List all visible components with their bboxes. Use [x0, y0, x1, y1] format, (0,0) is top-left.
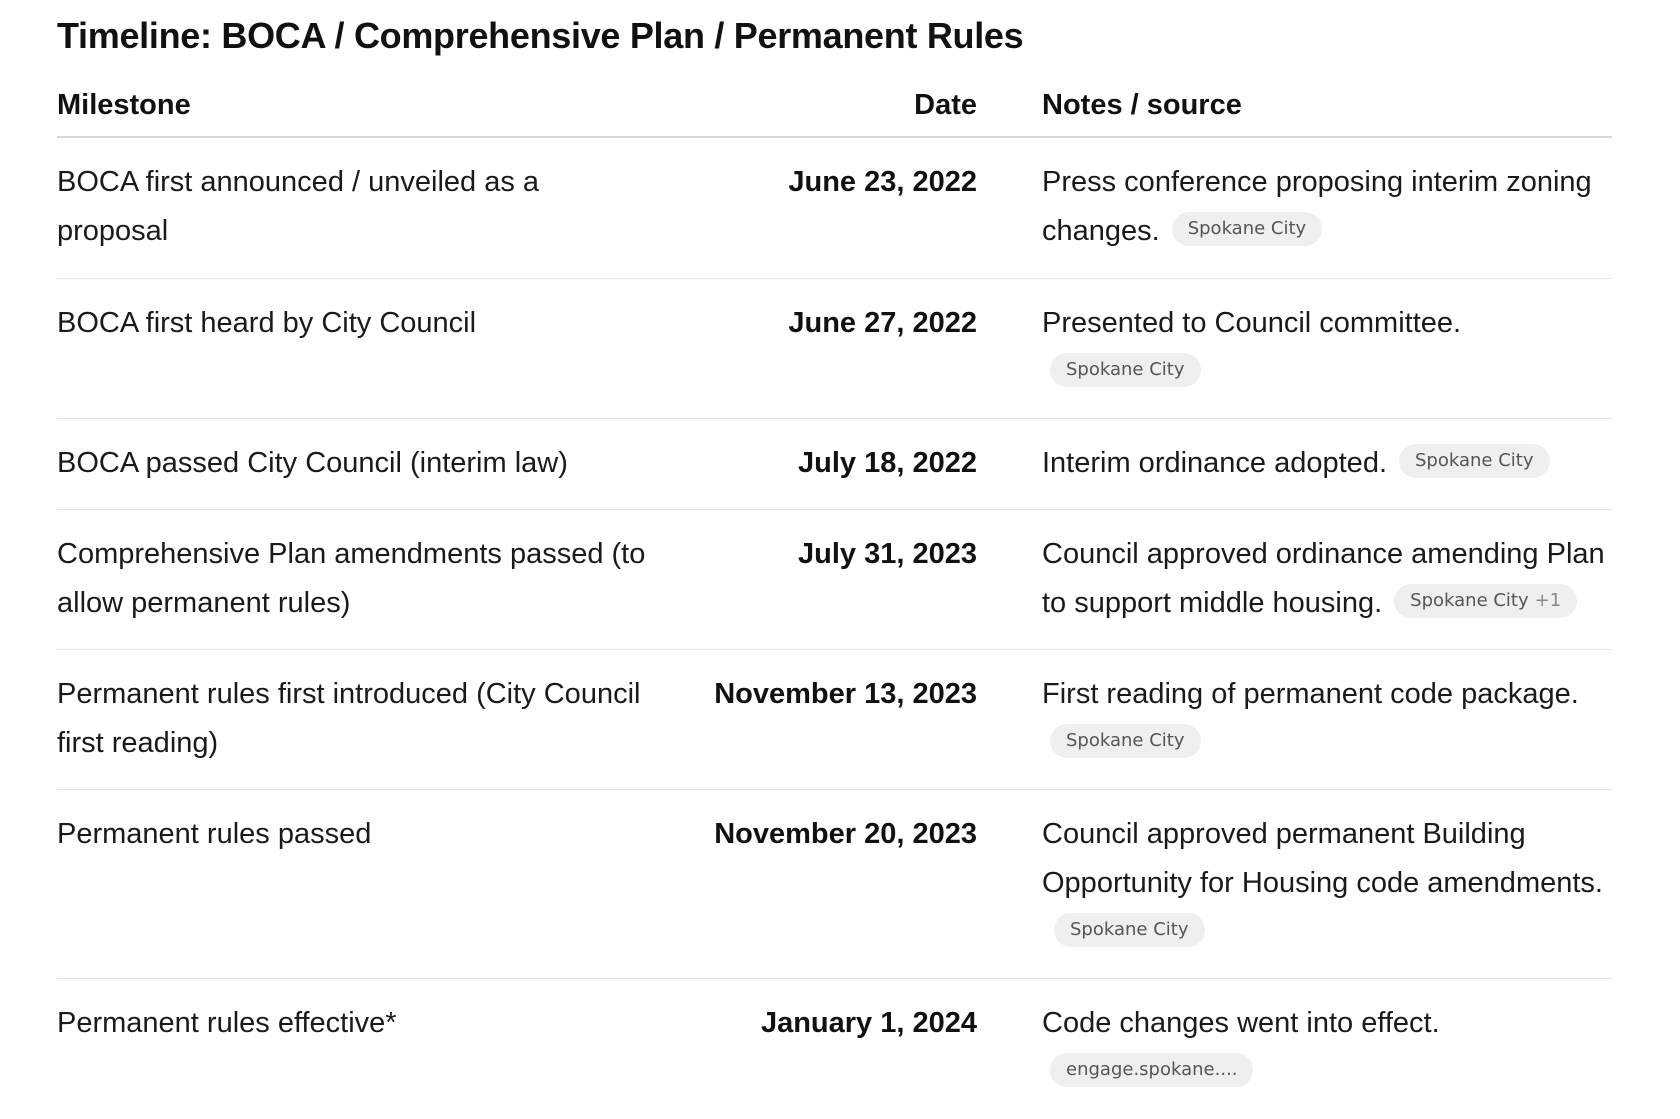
notes-cell	[977, 138, 1612, 278]
source-chip[interactable]	[1050, 353, 1201, 387]
table-row	[57, 650, 1612, 790]
source-label: Spokane City	[1410, 590, 1529, 612]
source-label: Spokane City	[1187, 218, 1307, 240]
date-cell: June 23, 2022	[788, 166, 977, 198]
notes-cell	[977, 650, 1612, 789]
source-chip[interactable]	[1399, 444, 1550, 478]
notes-cell	[977, 979, 1612, 1119]
notes-cell	[977, 279, 1612, 418]
date-cell: June 27, 2022	[788, 307, 977, 339]
milestone-cell: Comprehensive Plan amendments passed (to allow permanent rules)	[57, 538, 646, 619]
source-chip[interactable]	[1050, 724, 1201, 758]
timeline-table	[57, 80, 1612, 1119]
source-label: Spokane City	[1066, 730, 1185, 752]
note-text: Code changes went into effect.	[1042, 1007, 1440, 1039]
more-sources-count: +1	[1534, 590, 1562, 612]
source-label: engage.spokane....	[1066, 1059, 1238, 1081]
notes-cell	[977, 419, 1612, 509]
header-date: Date	[914, 89, 977, 121]
table-row	[57, 419, 1612, 510]
table-header	[57, 80, 1612, 138]
note-text: First reading of permanent code package.	[1042, 678, 1579, 710]
note-text: Council approved ordinance amending Plan to support middle housing.	[1042, 538, 1605, 619]
table-row	[57, 138, 1612, 279]
table-row	[57, 790, 1612, 979]
milestone-cell: BOCA passed City Council (interim law)	[57, 447, 568, 479]
notes-cell	[977, 510, 1612, 649]
header-milestone: Milestone	[57, 89, 191, 121]
table-row	[57, 979, 1612, 1119]
source-chip[interactable]	[1394, 584, 1577, 618]
source-label: Spokane City	[1070, 919, 1189, 941]
notes-cell	[977, 790, 1612, 978]
source-chip[interactable]	[1050, 1053, 1253, 1087]
milestone-cell: Permanent rules effective*	[57, 1007, 397, 1039]
date-cell: July 31, 2023	[798, 538, 977, 570]
date-cell: July 18, 2022	[798, 447, 977, 479]
milestone-cell: Permanent rules first introduced (City Council first reading)	[57, 678, 641, 759]
header-notes: Notes / source	[1042, 89, 1242, 121]
source-chip[interactable]	[1172, 212, 1323, 246]
source-label: Spokane City	[1066, 359, 1185, 381]
source-chip[interactable]	[1054, 913, 1205, 947]
note-text: Presented to Council committee.	[1042, 307, 1462, 339]
milestone-cell: BOCA first heard by City Council	[57, 307, 477, 339]
date-cell: November 13, 2023	[714, 678, 977, 710]
note-text: Press conference proposing interim zoning changes.	[1042, 166, 1592, 247]
note-text: Council approved permanent Building Opportunity for Housing code amendments.	[1042, 818, 1603, 899]
source-label: Spokane City	[1415, 450, 1534, 472]
date-cell: January 1, 2024	[760, 1007, 977, 1039]
milestone-cell: BOCA first announced / unveiled as a proposal	[57, 166, 540, 247]
table-row	[57, 510, 1612, 650]
page-title: Timeline: BOCA / Comprehensive Plan / Permanent Rules	[57, 15, 1024, 56]
table-row	[57, 279, 1612, 419]
note-text: Interim ordinance adopted.	[1042, 447, 1387, 479]
date-cell: November 20, 2023	[714, 818, 977, 850]
milestone-cell: Permanent rules passed	[57, 818, 372, 850]
